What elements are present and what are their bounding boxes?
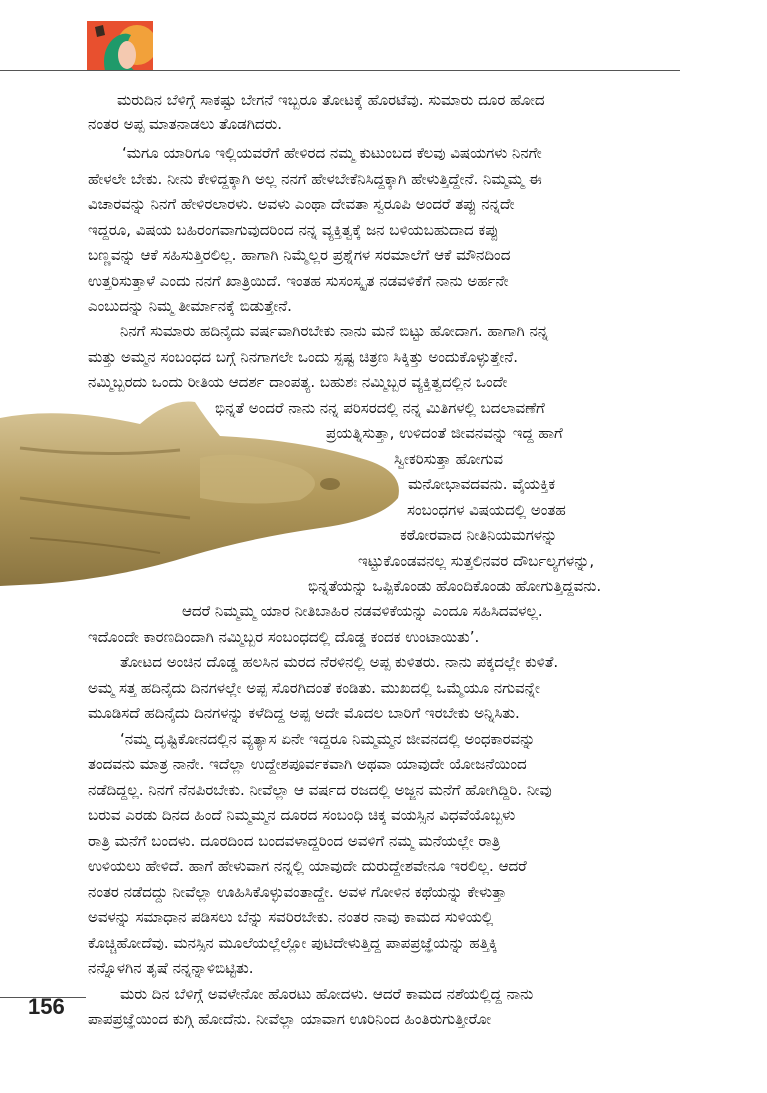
text-line: ರಾತ್ರಿ ಮನೆಗೆ ಬಂದಳು. ದೂರದಿಂದ ಬಂದವಳಾದ್ದರಿಂದ ಅವಳಿಗೆ ನಮ್ಮ ಮನೆಯಲ್ಲೇ ರಾತ್ರಿ <box>88 832 501 850</box>
text-line: ನಂತರ ನಡೆದದ್ದು ನೀವೆಲ್ಲಾ ಊಹಿಸಿಕೊಳ್ಳುವಂತಾದ್ದೇ. ಅವಳ ಗೋಳಿನ ಕಥೆಯನ್ನು ಕೇಳುತ್ತಾ <box>88 883 507 901</box>
text-line: ಎಂಬುದನ್ನು ನಿಮ್ಮ ತೀರ್ಮಾನಕ್ಕೆ ಬಿಡುತ್ತೇನೆ. <box>88 297 292 315</box>
text-line: ಬಣ್ಣವನ್ನು ಆಕೆ ಸಹಿಸುತ್ತಿರಲಿಲ್ಲ. ಹಾಗಾಗಿ ನಿಮ್ಮೆಲ್ಲರ ಪ್ರಶ್ನೆಗಳ ಸರಮಾಲೆಗೆ ಆಕೆ ಮೌನದಿಂದ <box>88 246 511 264</box>
text-line: ಭಿನ್ನತೆಯನ್ನು ಒಪ್ಪಿಕೊಂಡು ಹೊಂದಿಕೊಂಡು ಹೋಗುತ್ತಿದ್ದವನು. <box>308 577 602 595</box>
text-line: ಇದೊಂದೇ ಕಾರಣದಿಂದಾಗಿ ನಮ್ಮಿಬ್ಬರ ಸಂಬಂಧದಲ್ಲಿ ದೊಡ್ಡ ಕಂದಕ ಉಂಟಾಯಿತು’. <box>88 628 480 646</box>
text-line: ಬರುವ ಎರಡು ದಿನದ ಹಿಂದೆ ನಿಮ್ಮಮ್ಮನ ದೂರದ ಸಂಬಂಧಿ ಚಿಕ್ಕ ವಯಸ್ಸಿನ ವಿಧವೆಯೊಬ್ಬಳು <box>88 806 516 824</box>
text-line: ತಂದವನು ಮಾತ್ರ ನಾನೇ. ಇದೆಲ್ಲಾ ಉದ್ದೇಶಪೂರ್ವಕವಾಗಿ ಅಥವಾ ಯಾವುದೇ ಯೋಜನೆಯಿಂದ <box>88 755 527 773</box>
text-line: ಹೇಳಲೇ ಬೇಕು. ನೀನು ಕೇಳಿದ್ದಕ್ಕಾಗಿ ಅಲ್ಲ ನನಗೆ ಹೇಳಬೇಕೆನಿಸಿದ್ದಕ್ಕಾಗಿ ಹೇಳುತ್ತಿದ್ದೇನೆ. ನಿಮ್ಮಮ್ಮ ಈ <box>88 170 542 188</box>
text-line: ಮನೋಭಾವದವನು. ವೈಯಕ್ತಿಕ <box>408 475 556 493</box>
header-rule <box>0 70 680 71</box>
text-line: ನಡೆದಿದ್ದಲ್ಲ. ನಿನಗೆ ನೆನಪಿರಬೇಕು. ನೀವೆಲ್ಲಾ ಆ ವರ್ಷದ ರಜದಲ್ಲಿ ಅಜ್ಜನ ಮನೆಗೆ ಹೋಗಿದ್ದಿರಿ. ನೀವು <box>88 781 552 799</box>
text-line: ಕಠೋರವಾದ ನೀತಿನಿಯಮಗಳನ್ನು <box>400 526 558 544</box>
text-line: ಸ್ವೀಕರಿಸುತ್ತಾ ಹೋಗುವ <box>394 450 504 468</box>
text-line: ತೋಟದ ಅಂಚಿನ ದೊಡ್ಡ ಹಲಸಿನ ಮರದ ನೆರಳಿನಲ್ಲಿ ಅಪ್ಪ ಕುಳಿತರು. ನಾನು ಪಕ್ಕದಲ್ಲೇ ಕುಳಿತೆ. <box>120 653 559 671</box>
text-line: ನಮ್ಮಿಬ್ಬರದು ಒಂದು ರೀತಿಯ ಆದರ್ಶ ದಾಂಪತ್ಯ. ಬಹುಶಃ ನಮ್ಮಿಬ್ಬರ ವ್ಯಕ್ತಿತ್ವದಲ್ಲಿನ ಒಂದೇ <box>88 373 508 391</box>
text-line: ಇದ್ದರೂ, ವಿಷಯ ಬಹಿರಂಗವಾಗುವುದರಿಂದ ನನ್ನ ವ್ಯಕ್ತಿತ್ವಕ್ಕೆ ಜನ ಬಳಿಯಬಹುದಾದ ಕಪ್ಪು <box>88 221 499 239</box>
text-line: ಉತ್ತರಿಸುತ್ತಾಳೆ ಎಂದು ನನಗೆ ಖಾತ್ರಿಯಿದೆ. ಇಂತಹ ಸುಸಂಸ್ಕೃತ ನಡವಳಿಕೆಗೆ ನಾನು ಅರ್ಹನೇ <box>88 272 509 290</box>
text-line: ಮರುದಿನ ಬೆಳಿಗ್ಗೆ ಸಾಕಷ್ಟು ಬೇಗನೆ ಇಬ್ಬರೂ ತೋಟಕ್ಕೆ ಹೊರಟೆವು. ಸುಮಾರು ದೂರ ಹೋದ <box>117 91 545 109</box>
text-line: ನಂತರ ಅಪ್ಪ ಮಾತನಾಡಲು ತೊಡಗಿದರು. <box>88 115 283 133</box>
text-line: ಆದರೆ ನಿಮ್ಮಮ್ಮ ಯಾರ ನೀತಿಬಾಹಿರ ನಡವಳಿಕೆಯನ್ನು ಎಂದೂ ಸಹಿಸಿದವಳಲ್ಲ. <box>182 602 543 620</box>
text-line: ಕೊಚ್ಚಿಹೋದೆವು. ಮನಸ್ಸಿನ ಮೂಲೆಯಲ್ಲೆಲ್ಲೋ ಪುಟಿದೇಳುತ್ತಿದ್ದ ಪಾಪಪ್ರಜ್ಞೆಯನ್ನು ಹತ್ತಿಕ್ಕಿ <box>88 934 498 952</box>
header-logo-image <box>87 21 153 71</box>
text-line: ಮರು ದಿನ ಬೆಳಿಗ್ಗೆ ಅವಳೇನೋ ಹೊರಟು ಹೋದಳು. ಆದರೆ ಕಾಮದ ನಶೆಯಲ್ಲಿದ್ದ ನಾನು <box>120 985 534 1003</box>
text-line: ಪ್ರಯತ್ನಿಸುತ್ತಾ, ಉಳಿದಂತೆ ಜೀವನವನ್ನು ಇದ್ದ ಹಾಗೆ <box>326 424 563 442</box>
text-line: ಉಳಿಯಲು ಹೇಳಿದೆ. ಹಾಗೆ ಹೇಳುವಾಗ ನನ್ನಲ್ಲಿ ಯಾವುದೇ ದುರುದ್ದೇಶವೇನೂ ಇರಲಿಲ್ಲ. ಆದರೆ <box>88 857 527 875</box>
page-number: 156 <box>28 994 65 1019</box>
text-line: ಅಮ್ಮ ಸತ್ತ ಹದಿನೈದು ದಿನಗಳಲ್ಲೇ ಅಪ್ಪ ಸೊರಗಿದಂತೆ ಕಂಡಿತು. ಮುಖದಲ್ಲಿ ಒಮ್ಮೆಯೂ ನಗುವನ್ನೇ <box>88 679 540 697</box>
text-line: ಮೂಡಿಸದೆ ಹದಿನೈದು ದಿನಗಳನ್ನು ಕಳೆದಿದ್ದ ಅಪ್ಪ ಅದೇ ಮೊದಲ ಬಾರಿಗೆ ಇರಬೇಕು ಅನ್ನಿಸಿತು. <box>88 704 520 722</box>
text-line: ಅವಳನ್ನು ಸಮಾಧಾನ ಪಡಿಸಲು ಬೆನ್ನು ಸವರಿರಬೇಕು. ನಂತರ ನಾವು ಕಾಮದ ಸುಳಿಯಲ್ಲಿ <box>88 908 494 926</box>
text-line: ‘ನಮ್ಮ ದೃಷ್ಟಿಕೋನದಲ್ಲಿನ ವ್ಯತ್ಯಾಸ ಏನೇ ಇದ್ದರೂ ನಿಮ್ಮಮ್ಮನ ಜೀವನದಲ್ಲಿ ಅಂಧಕಾರವನ್ನು <box>120 730 536 748</box>
text-line: ಪಾಪಪ್ರಜ್ಞೆಯಿಂದ ಕುಗ್ಗಿ ಹೋದೆನು. ನೀವೆಲ್ಲಾ ಯಾವಾಗ ಊರಿನಿಂದ ಹಿಂತಿರುಗುತ್ತೀರೋ <box>88 1010 492 1028</box>
text-line: ಇಟ್ಟುಕೊಂಡವನಲ್ಲ ಸುತ್ತಲಿನವರ ದೌರ್ಬಲ್ಯಗಳನ್ನು, <box>358 552 595 570</box>
text-line: ವಿಚಾರವನ್ನು ನಿನಗೆ ಹೇಳಿರಲಾರಳು. ಅವಳು ಎಂಥಾ ದೇವತಾ ಸ್ವರೂಪಿ ಅಂದರೆ ತಪ್ಪು ನನ್ನದೇ <box>88 195 515 213</box>
text-line: ಮತ್ತು ಅಮ್ಮನ ಸಂಬಂಧದ ಬಗ್ಗೆ ನಿನಗಾಗಲೇ ಒಂದು ಸ್ಪಷ್ಟ ಚಿತ್ರಣ ಸಿಕ್ಕಿತ್ತು ಅಂದುಕೊಳ್ಳುತ್ತೇನೆ. <box>88 348 518 366</box>
text-line: ನನ್ನೊಳಗಿನ ತೃಷೆ ನನ್ನನ್ನಾಳಿಬಿಟ್ಟಿತು. <box>88 959 254 977</box>
text-line: ನಿನಗೆ ಸುಮಾರು ಹದಿನೈದು ವರ್ಷವಾಗಿರಬೇಕು ನಾನು ಮನೆ ಬಿಟ್ಟು ಹೋದಾಗ. ಹಾಗಾಗಿ ನನ್ನ <box>120 322 549 340</box>
text-line: ಭಿನ್ನತೆ ಅಂದರೆ ನಾನು ನನ್ನ ಪರಿಸರದಲ್ಲಿ ನನ್ನ ಮಿತಿಗಳಲ್ಲಿ ಬದಲಾವಣೆಗೆ <box>215 399 545 417</box>
text-line: ಸಂಬಂಧಗಳ ವಿಷಯದಲ್ಲಿ ಅಂತಹ <box>407 501 566 519</box>
text-line: ‘ಮಗೂ ಯಾರಿಗೂ ಇಲ್ಲಿಯವರೆಗೆ ಹೇಳಿರದ ನಮ್ಮ ಕುಟುಂಬದ ಕೆಲವು ವಿಷಯಗಳು ನಿನಗೇ <box>122 144 542 162</box>
